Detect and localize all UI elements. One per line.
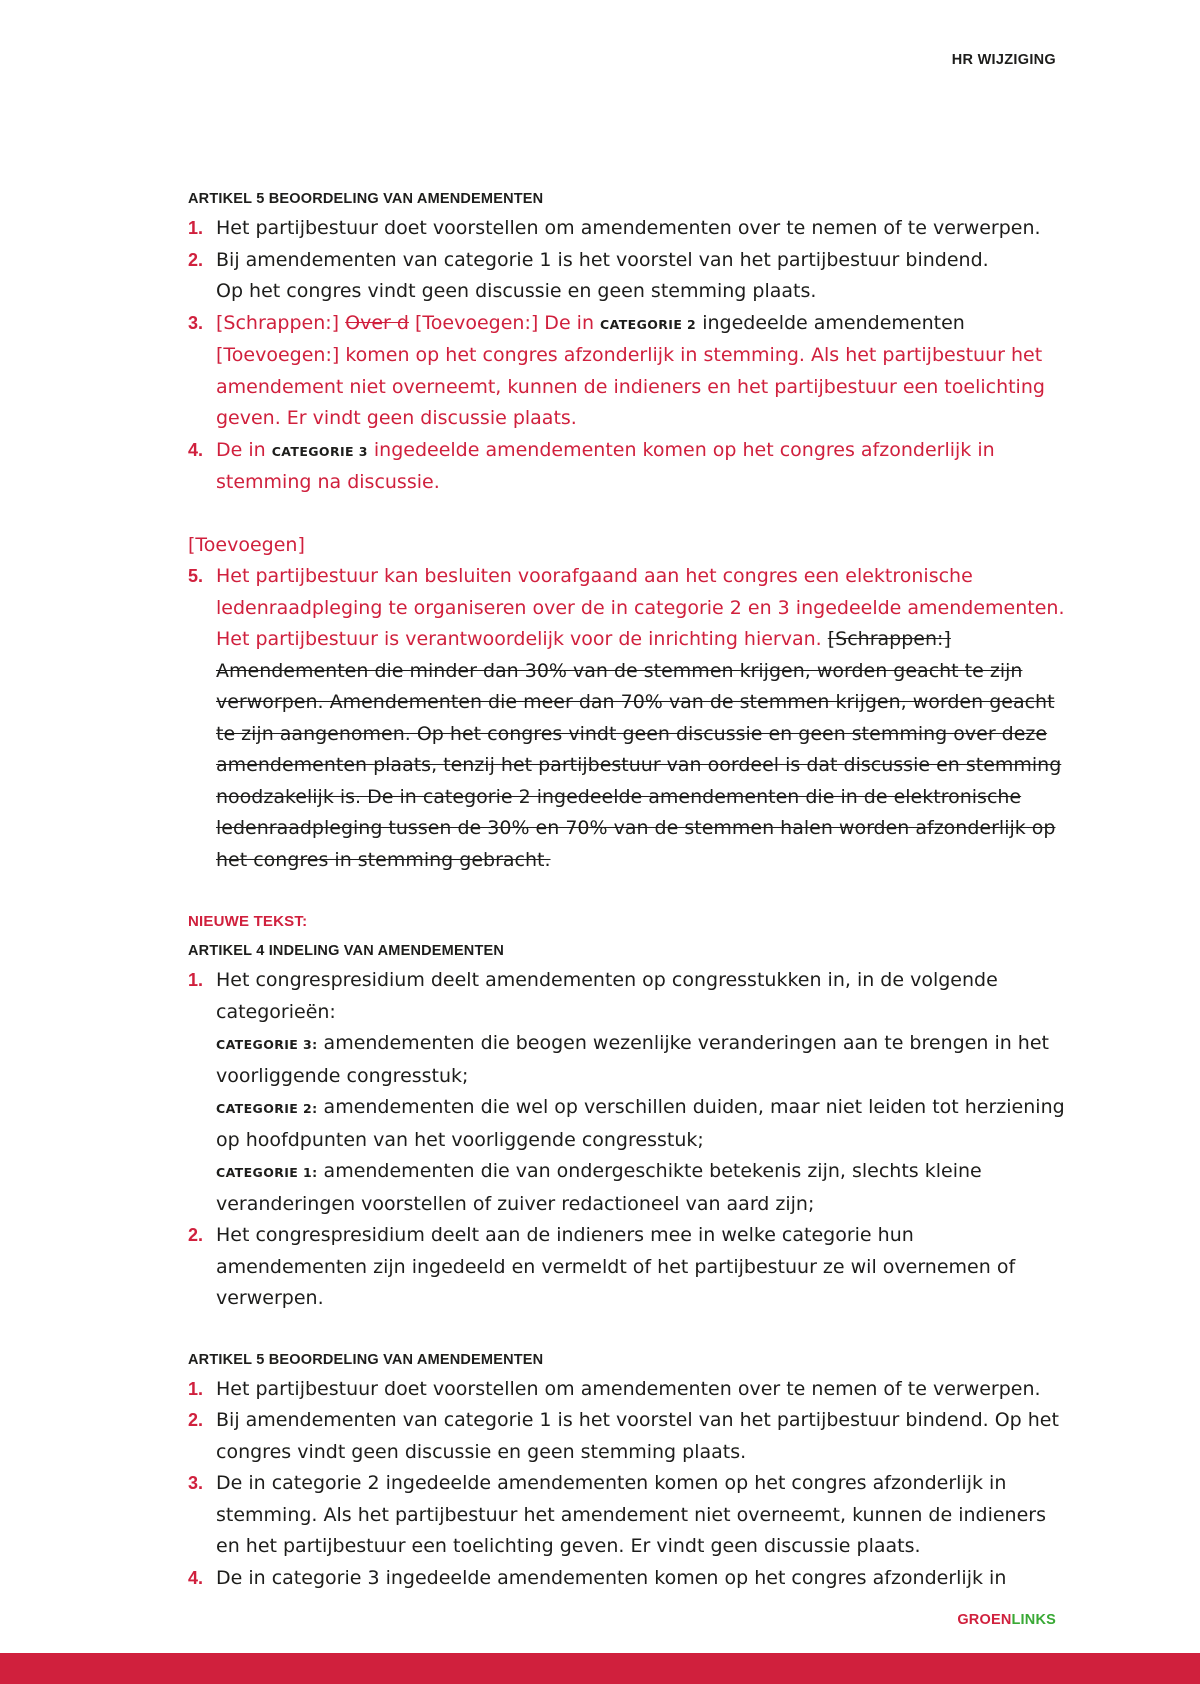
plain-text: ingedeelde amendementen <box>702 311 965 334</box>
item-number: 3. <box>188 1473 204 1493</box>
logo-part-groen: GROEN <box>957 1612 1012 1628</box>
schrappen-marker: [Schrappen:] <box>216 311 340 334</box>
category-entry <box>216 1028 1068 1092</box>
list-item <box>188 213 1068 245</box>
category-label: CATEGORIE 2 <box>600 316 697 332</box>
item-text: Het partijbestuur doet voorstellen om amendementen over te nemen of te verwerpen. <box>216 1377 1041 1400</box>
category-text: amendementen die beogen wezenlijke veranderingen aan te brengen in het voorliggende congresstuk; <box>216 1032 1049 1087</box>
document-body <box>188 185 1068 1594</box>
toevoegen-label: [Toevoegen] <box>188 533 305 556</box>
item-number: 1. <box>188 218 204 238</box>
category-entry <box>216 1092 1068 1156</box>
list-item <box>188 1563 1068 1595</box>
category-label: CATEGORIE 3: <box>216 1037 318 1052</box>
item-text-line: Op het congres vindt geen discussie en geen stemming plaats. <box>216 280 817 302</box>
struck-text: Amendementen die minder dan 30% van de stemmen krijgen, worden geacht te zijn verworpen. Amendementen die meer dan 70% van de stemmen krijgen, worden geacht te zijn aangenomen. Op het congres vindt geen discussie en geen stemming over deze amendementen plaats, tenzij het partijbestuur van oordeel is dat discussie en stemming noodzakelijk is. De in categorie 2 ingedeelde amendementen die in de elektronische ledenraadpleging tussen de 30% en 70% van de stemmen halen worden afzonderlijk op het congres in stemming gebracht. <box>216 659 1062 871</box>
item-number: 5. <box>188 566 204 586</box>
list-item <box>188 435 1068 499</box>
item-text <box>216 561 1068 876</box>
list-item <box>188 1468 1068 1563</box>
category-text: amendementen die wel op verschillen duiden, maar niet leiden tot herziening op hoofdpunten van het voorliggende congresstuk; <box>216 1096 1065 1151</box>
category-label: CATEGORIE 2: <box>216 1101 318 1116</box>
category-label: CATEGORIE 1: <box>216 1165 318 1180</box>
item-number: 2. <box>188 1225 204 1245</box>
added-text: komen op het congres afzonderlijk in stemming. Als het partijbestuur het amendement niet overneemt, kunnen de indieners en het partijbestuur een toelichting geven. Er vindt geen discussie plaats. <box>216 344 1045 429</box>
toevoegen-marker: [Toevoegen:] De in <box>415 311 594 334</box>
category-label: CATEGORIE 3 <box>271 443 368 459</box>
item-text <box>216 435 1068 499</box>
item-text: Het partijbestuur doet voorstellen om amendementen over te nemen of te verwerpen. <box>216 217 1041 239</box>
item-text: De in categorie 2 ingedeelde amendementen komen op het congres afzonderlijk in stemming. Als het partijbestuur het amendement niet overneemt, kunnen de indieners en het partijbestuur een toelichting geven. Er vindt geen discussie plaats. <box>216 1472 1046 1557</box>
item-text-line: Bij amendementen van categorie 1 is het voorstel van het partijbestuur bindend. <box>216 248 989 271</box>
list-item <box>188 1374 1068 1406</box>
list-item <box>188 1220 1068 1315</box>
toevoegen-marker: [Toevoegen:] <box>216 344 340 366</box>
added-text: De in <box>216 438 266 461</box>
item-number: 1. <box>188 1378 204 1399</box>
added-text: ingedeelde amendementen komen op het congres afzonderlijk in stemming na discussie. <box>216 438 995 493</box>
new-text-label: NIEUWE TEKST: <box>188 913 308 930</box>
category-entry <box>216 1156 1068 1220</box>
groenlinks-logo <box>957 1612 1056 1628</box>
list-item <box>188 1405 1068 1468</box>
list-item <box>188 245 1068 308</box>
article-4-heading: ARTIKEL 4 INDELING VAN AMENDEMENTEN <box>188 943 505 959</box>
item-text <box>216 308 1068 435</box>
added-text: Het partijbestuur kan besluiten voorafgaand aan het congres een elektronische ledenraadpleging te organiseren over de in categorie 2 en 3 ingedeelde amendementen. Het partijbestuur is verantwoordelijk voor de inrichting hiervan. <box>216 565 1065 650</box>
item-number: 2. <box>188 249 204 270</box>
list-item <box>188 561 1068 876</box>
page-header-title: HR WIJZIGING <box>951 52 1056 68</box>
item-text: Het congrespresidium deelt amendementen op congresstukken in, in de volgende categorieën: <box>216 969 998 1023</box>
category-text: amendementen die van ondergeschikte betekenis zijn, slechts kleine veranderingen voorstellen of zuiver redactioneel van aard zijn; <box>216 1160 982 1215</box>
schrappen-marker: [Schrappen:] <box>827 628 951 650</box>
article-5-heading: ARTIKEL 5 BEOORDELING VAN AMENDEMENTEN <box>188 191 544 207</box>
item-number: 3. <box>188 312 204 333</box>
item-text: De in categorie 3 ingedeelde amendementen komen op het congres afzonderlijk in <box>216 1566 1007 1589</box>
item-text: Het congrespresidium deelt aan de indieners mee in welke categorie hun amendementen zijn ingedeeld en vermeldt of het partijbestuur ze wil overnemen of verwerpen. <box>216 1224 1016 1309</box>
item-number: 4. <box>188 1567 204 1588</box>
item-number: 1. <box>188 970 204 990</box>
footer-bar <box>0 1653 1200 1684</box>
item-number: 4. <box>188 439 204 460</box>
article-5-new-heading: ARTIKEL 5 BEOORDELING VAN AMENDEMENTEN <box>188 1351 544 1368</box>
logo-part-links: LINKS <box>1011 1612 1056 1628</box>
list-item <box>188 308 1068 435</box>
struck-text: Over d <box>345 311 409 334</box>
item-number: 2. <box>188 1410 204 1430</box>
item-text: Bij amendementen van categorie 1 is het voorstel van het partijbestuur bindend. Op het congres vindt geen discussie en geen stemming plaats. <box>216 1409 1059 1463</box>
list-item <box>188 965 1068 1220</box>
